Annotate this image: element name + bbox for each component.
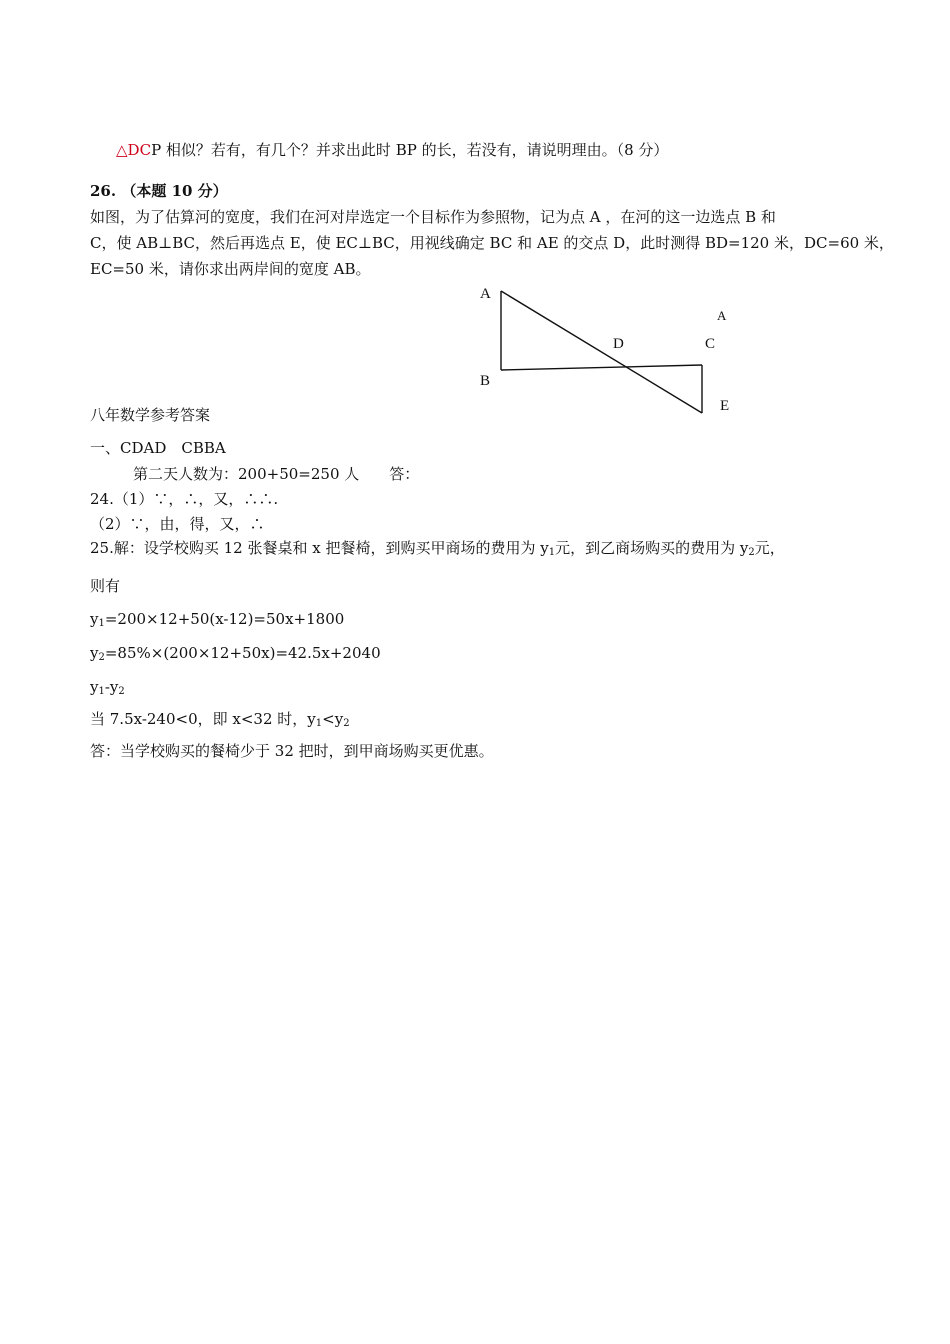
label-d: D [613, 336, 624, 352]
q26-line3: EC=50 米，请你求出两岸间的宽度 AB。 [90, 260, 371, 278]
sub-1: 1 [548, 547, 556, 558]
equation-y2: $y_2=85\%\times(200\times 12+50x)=42.5x+2040$ [90, 644, 381, 663]
answers-q24-1: 24.（1）∵，∴，又，∴∴. [90, 490, 279, 508]
q26-line2: C，使 AB⊥BC，然后再选点 E，使 EC⊥BC，用视线确定 BC 和 AE 的交点 D，此时测得 BD=120 米，DC=60 米， [90, 234, 894, 252]
equation-diff: $y_1-y_2$ [90, 678, 125, 697]
answers-people: 第二天人数为：200+50=250 人 答： [133, 465, 420, 483]
q25-tail-line [116, 140, 668, 160]
label-c: C [705, 336, 716, 352]
q26-number: 26. [90, 182, 117, 200]
q26-line1: 如图，为了估算河的宽度，我们在河对岸选定一个目标作为参照物，记为点 A ，在河的这一边选点 B 和 [90, 208, 776, 226]
q26-score: （本题 10 分） [121, 182, 228, 200]
sub-2: 2 [748, 547, 755, 558]
segment-ae [501, 291, 702, 413]
answers-q24-2: （2）∵，由，得，又，∴ [90, 515, 265, 533]
answers-when: 当 7.5x-240<0，即 x<32 时，$y_1<y_2$ [90, 710, 350, 729]
label-a: A [480, 286, 491, 302]
red-text: DC [127, 141, 152, 159]
answers-then: 则有 [90, 577, 121, 595]
label-a-stray: A [717, 308, 727, 323]
q25-part-a: 25.解：设学校购买 12 张餐桌和 x 把餐椅，到购买甲商场的费用为 y [90, 539, 549, 557]
answers-q25-line [90, 538, 785, 563]
q25-tail-text: P 相似？若有，有几个？并求出此时 BP 的长，若没有，请说明理由。（8 分） [151, 141, 669, 159]
figure-lines [501, 291, 702, 413]
q25-part-b: 元，到乙商场购买的费用为 y [555, 539, 749, 557]
answers-title: 八年数学参考答案 [90, 406, 211, 424]
triangle-symbol: △ [116, 141, 128, 159]
label-e: E [720, 398, 730, 414]
segment-bc [501, 365, 702, 370]
label-b: B [480, 373, 491, 389]
answers-part1: 一、CDAD CBBA [90, 439, 226, 457]
q26-heading [90, 181, 228, 201]
answers-final: 答：当学校购买的餐椅少于 32 把时，到甲商场购买更优惠。 [90, 742, 494, 760]
q25-part-c: 元， [754, 539, 785, 557]
equation-y1: $y_1=200\times 12+50(x-12)=50x+1800$ [90, 610, 345, 629]
